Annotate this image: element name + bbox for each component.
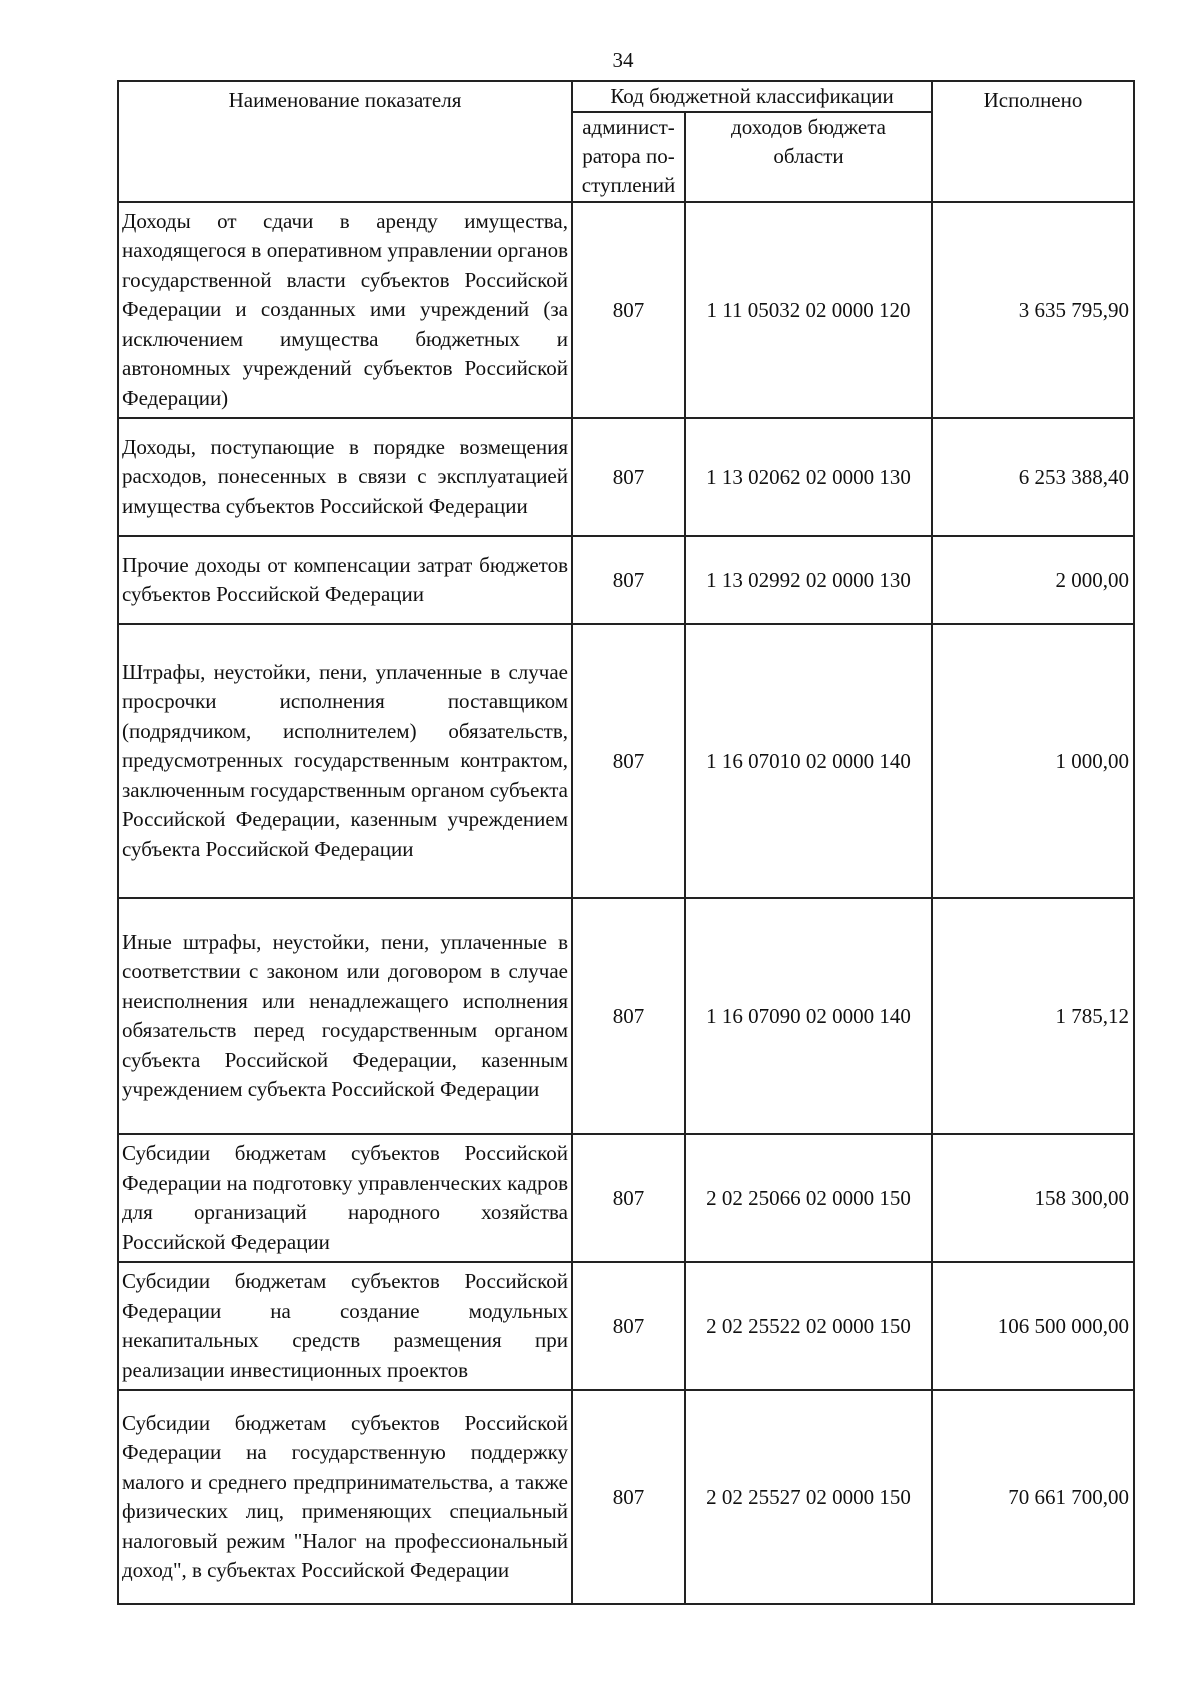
- row-income-code: 2 02 25527 02 0000 150: [685, 1390, 932, 1604]
- row-amount: 70 661 700,00: [932, 1390, 1134, 1604]
- row-amount: 1 000,00: [932, 624, 1134, 898]
- row-admin-code: 807: [572, 418, 685, 536]
- header-income: доходов бюджета области: [685, 112, 932, 202]
- row-name: Штрафы, неустойки, пени, уплаченные в случае просрочки исполнения поставщиком (подрядчиком, исполнителем) обязательств, предусмотренных государственным контрактом, заключенным государственным органом субъекта Российской Федерации, казенным учреждением субъекта Российской Федерации: [118, 624, 572, 898]
- row-name: Доходы от сдачи в аренду имущества, находящегося в оперативном управлении органов государственной власти субъектов Российской Федерации и созданных ими учреждений (за исключением имущества бюджетных и автономных учреждений субъектов Российской Федерации): [118, 202, 572, 418]
- row-name: Субсидии бюджетам субъектов Российской Федерации на государственную поддержку малого и среднего предпринимательства, а также физических лиц, применяющих специальный налоговый режим "Налог на профессиональный доход", в субъектах Российской Федерации: [118, 1390, 572, 1604]
- row-name: Доходы, поступающие в порядке возмещения расходов, понесенных в связи с эксплуатацией имущества субъектов Российской Федерации: [118, 418, 572, 536]
- header-admin: админист-ратора по-ступлений: [572, 112, 685, 202]
- row-income-code: 1 11 05032 02 0000 120: [685, 202, 932, 418]
- row-amount: 3 635 795,90: [932, 202, 1134, 418]
- row-income-code: 2 02 25066 02 0000 150: [685, 1134, 932, 1262]
- table-row: [118, 1390, 1134, 1604]
- row-admin-code: 807: [572, 624, 685, 898]
- budget-table: [117, 80, 1135, 1605]
- row-name: Субсидии бюджетам субъектов Российской Федерации на создание модульных некапитальных средств размещения при реализации инвестиционных проектов: [118, 1262, 572, 1390]
- row-amount: 106 500 000,00: [932, 1262, 1134, 1390]
- table-row: [118, 418, 1134, 536]
- row-income-code: 1 13 02992 02 0000 130: [685, 536, 932, 624]
- row-name: Иные штрафы, неустойки, пени, уплаченные в соответствии с законом или договором в случае неисполнения или ненадлежащего исполнения обязательств перед государственным органом субъекта Российской Федерации, казенным учреждением субъекта Российской Федерации: [118, 898, 572, 1134]
- row-name: Прочие доходы от компенсации затрат бюджетов субъектов Российской Федерации: [118, 536, 572, 624]
- row-admin-code: 807: [572, 202, 685, 418]
- row-income-code: 1 16 07010 02 0000 140: [685, 624, 932, 898]
- row-name: Субсидии бюджетам субъектов Российской Федерации на подготовку управленческих кадров для организаций народного хозяйства Российской Федерации: [118, 1134, 572, 1262]
- header-name: Наименование показателя: [118, 81, 572, 202]
- row-admin-code: 807: [572, 1262, 685, 1390]
- row-amount: 2 000,00: [932, 536, 1134, 624]
- row-income-code: 1 13 02062 02 0000 130: [685, 418, 932, 536]
- row-income-code: 2 02 25522 02 0000 150: [685, 1262, 932, 1390]
- row-admin-code: 807: [572, 1390, 685, 1604]
- table-row: [118, 898, 1134, 1134]
- row-admin-code: 807: [572, 898, 685, 1134]
- table-row: [118, 624, 1134, 898]
- table-row: [118, 536, 1134, 624]
- row-amount: 1 785,12: [932, 898, 1134, 1134]
- row-income-code: 1 16 07090 02 0000 140: [685, 898, 932, 1134]
- row-admin-code: 807: [572, 536, 685, 624]
- header-executed: Исполнено: [932, 81, 1134, 202]
- row-amount: 158 300,00: [932, 1134, 1134, 1262]
- table-row: [118, 202, 1134, 418]
- row-admin-code: 807: [572, 1134, 685, 1262]
- table-row: [118, 1134, 1134, 1262]
- table-row: [118, 1262, 1134, 1390]
- row-amount: 6 253 388,40: [932, 418, 1134, 536]
- header-classification: Код бюджетной классификации: [572, 81, 932, 112]
- page-number: 34: [612, 48, 634, 72]
